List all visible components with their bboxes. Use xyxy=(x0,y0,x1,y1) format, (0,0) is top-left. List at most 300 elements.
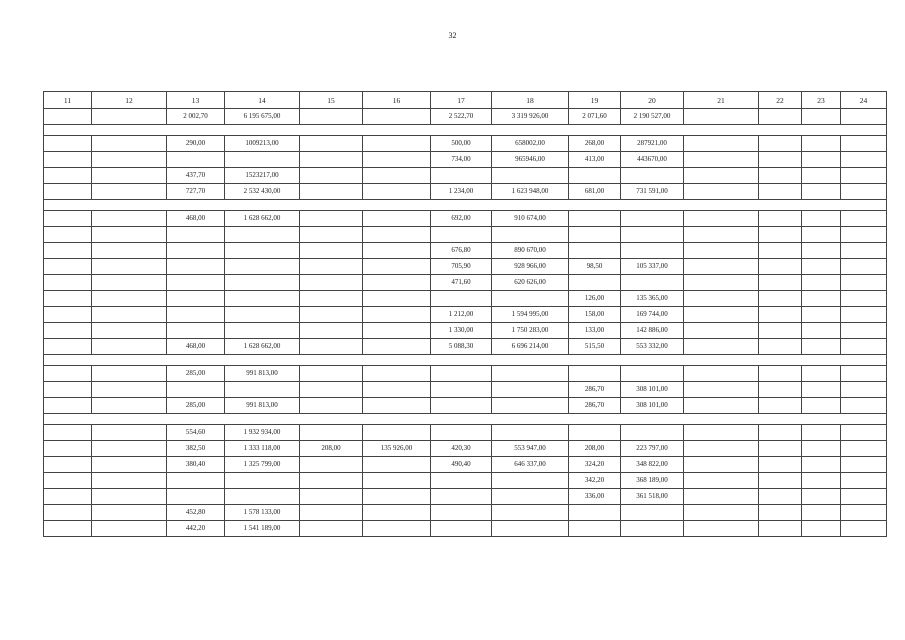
table-cell: 490,40 xyxy=(431,457,492,473)
table-cell xyxy=(802,521,841,537)
table-cell xyxy=(802,366,841,382)
table-cell xyxy=(759,382,802,398)
table-cell xyxy=(300,152,363,168)
column-header: 18 xyxy=(492,92,569,109)
table-cell xyxy=(300,291,363,307)
table-cell xyxy=(92,489,167,505)
table-cell xyxy=(684,184,759,200)
table-row xyxy=(44,457,887,473)
table-cell xyxy=(684,259,759,275)
table-cell xyxy=(802,457,841,473)
table-cell xyxy=(92,275,167,291)
table-row xyxy=(44,505,887,521)
table-cell xyxy=(802,382,841,398)
table-cell xyxy=(841,291,887,307)
table-cell: 420,30 xyxy=(431,441,492,457)
table-cell xyxy=(759,339,802,355)
table-cell xyxy=(802,291,841,307)
table-cell xyxy=(684,398,759,414)
table-cell: 135 365,00 xyxy=(621,291,684,307)
table-cell xyxy=(759,473,802,489)
table-cell xyxy=(363,382,431,398)
table-cell xyxy=(492,382,569,398)
table-cell xyxy=(44,227,92,243)
table-cell xyxy=(92,366,167,382)
table-cell xyxy=(300,275,363,291)
table-cell: 681,00 xyxy=(569,184,621,200)
table-cell xyxy=(802,168,841,184)
table-cell: 553 947,00 xyxy=(492,441,569,457)
table-cell xyxy=(841,366,887,382)
table-cell xyxy=(759,184,802,200)
table-cell xyxy=(225,243,300,259)
table-cell xyxy=(621,521,684,537)
table-cell xyxy=(167,382,225,398)
table-cell: 285,00 xyxy=(167,398,225,414)
table-cell xyxy=(225,227,300,243)
table-cell xyxy=(167,259,225,275)
table-cell xyxy=(684,136,759,152)
table-cell xyxy=(841,243,887,259)
column-header: 11 xyxy=(44,92,92,109)
table-cell xyxy=(225,307,300,323)
table-cell xyxy=(759,275,802,291)
table-cell: 3 319 926,00 xyxy=(492,109,569,125)
table-cell xyxy=(684,339,759,355)
table-cell xyxy=(363,473,431,489)
table-cell xyxy=(300,136,363,152)
table-cell xyxy=(167,227,225,243)
table-cell xyxy=(92,425,167,441)
table-cell xyxy=(802,152,841,168)
table-cell xyxy=(44,382,92,398)
table-cell xyxy=(841,168,887,184)
table-cell xyxy=(759,291,802,307)
table-cell xyxy=(759,168,802,184)
section-separator-row xyxy=(44,200,887,211)
table-cell xyxy=(684,489,759,505)
table-cell xyxy=(300,323,363,339)
column-header: 12 xyxy=(92,92,167,109)
table-cell: 705,90 xyxy=(431,259,492,275)
table-cell xyxy=(44,136,92,152)
table-cell: 890 670,00 xyxy=(492,243,569,259)
table-cell xyxy=(684,109,759,125)
table-cell xyxy=(44,521,92,537)
table-cell: 2 071,60 xyxy=(569,109,621,125)
table-cell: 646 337,00 xyxy=(492,457,569,473)
table-cell xyxy=(300,339,363,355)
table-cell xyxy=(759,489,802,505)
table-cell xyxy=(841,211,887,227)
column-header: 14 xyxy=(225,92,300,109)
table-cell xyxy=(684,291,759,307)
table-cell xyxy=(492,489,569,505)
table-cell xyxy=(300,243,363,259)
table-row xyxy=(44,425,887,441)
table-cell xyxy=(684,521,759,537)
table-cell xyxy=(759,398,802,414)
table-cell xyxy=(44,168,92,184)
table-cell xyxy=(92,323,167,339)
table-cell: 285,00 xyxy=(167,366,225,382)
table-cell xyxy=(300,307,363,323)
table-cell: 324,20 xyxy=(569,457,621,473)
table-cell: 1 750 283,00 xyxy=(492,323,569,339)
table-cell xyxy=(621,168,684,184)
table-cell xyxy=(363,136,431,152)
table-row xyxy=(44,398,887,414)
table-cell: 1 578 133,00 xyxy=(225,505,300,521)
table-cell xyxy=(802,425,841,441)
table-cell xyxy=(759,109,802,125)
table-cell xyxy=(44,457,92,473)
table-cell xyxy=(569,211,621,227)
table-cell xyxy=(431,168,492,184)
table-cell xyxy=(841,109,887,125)
table-cell: 308 101,00 xyxy=(621,382,684,398)
table-row xyxy=(44,227,887,243)
column-header: 22 xyxy=(759,92,802,109)
table-cell: 1 623 948,00 xyxy=(492,184,569,200)
section-separator-row xyxy=(44,125,887,136)
separator-cell xyxy=(44,414,887,425)
table-cell xyxy=(44,152,92,168)
table-cell xyxy=(802,227,841,243)
table-cell xyxy=(44,505,92,521)
table-cell xyxy=(492,366,569,382)
table-cell: 380,40 xyxy=(167,457,225,473)
table-cell xyxy=(44,211,92,227)
table-cell xyxy=(802,505,841,521)
separator-cell xyxy=(44,125,887,136)
table-cell: 468,00 xyxy=(167,339,225,355)
table-cell xyxy=(759,521,802,537)
table-cell xyxy=(300,489,363,505)
table-row xyxy=(44,521,887,537)
table-cell xyxy=(300,425,363,441)
section-separator-row xyxy=(44,355,887,366)
table-cell xyxy=(684,323,759,339)
table-cell xyxy=(44,425,92,441)
table-cell xyxy=(759,441,802,457)
table-row xyxy=(44,168,887,184)
table-cell xyxy=(569,521,621,537)
table-cell: 731 591,00 xyxy=(621,184,684,200)
table-cell xyxy=(492,521,569,537)
table-cell xyxy=(492,168,569,184)
column-header: 17 xyxy=(431,92,492,109)
table-cell xyxy=(802,243,841,259)
table-cell xyxy=(363,152,431,168)
table-cell: 158,00 xyxy=(569,307,621,323)
table-cell xyxy=(841,489,887,505)
table-cell xyxy=(759,259,802,275)
table-row xyxy=(44,339,887,355)
table-cell: 1 541 189,00 xyxy=(225,521,300,537)
table-cell xyxy=(92,521,167,537)
table-cell xyxy=(300,398,363,414)
table-cell: 413,00 xyxy=(569,152,621,168)
table-cell: 142 886,00 xyxy=(621,323,684,339)
table-cell xyxy=(363,366,431,382)
table-cell: 382,50 xyxy=(167,441,225,457)
table-cell: 991 813,00 xyxy=(225,366,300,382)
table-row xyxy=(44,275,887,291)
table-row xyxy=(44,259,887,275)
table-cell xyxy=(684,243,759,259)
table-cell: 928 966,00 xyxy=(492,259,569,275)
table-cell: 676,80 xyxy=(431,243,492,259)
table-cell: 1 628 662,00 xyxy=(225,211,300,227)
table-cell: 437,70 xyxy=(167,168,225,184)
table-cell xyxy=(431,505,492,521)
table-cell xyxy=(841,152,887,168)
table-cell xyxy=(802,211,841,227)
column-header: 21 xyxy=(684,92,759,109)
table-cell: 692,00 xyxy=(431,211,492,227)
table-cell xyxy=(92,339,167,355)
table-cell: 342,20 xyxy=(569,473,621,489)
table-cell xyxy=(167,275,225,291)
table-cell xyxy=(841,398,887,414)
table-cell xyxy=(44,259,92,275)
table-cell: 443670,00 xyxy=(621,152,684,168)
table-row xyxy=(44,291,887,307)
table-cell: 554,60 xyxy=(167,425,225,441)
table-cell: 135 926,00 xyxy=(363,441,431,457)
table-cell xyxy=(225,275,300,291)
column-header: 13 xyxy=(167,92,225,109)
table-cell: 442,20 xyxy=(167,521,225,537)
table-cell xyxy=(569,275,621,291)
table-cell xyxy=(300,473,363,489)
table-cell xyxy=(92,227,167,243)
table-cell xyxy=(92,243,167,259)
table-cell xyxy=(492,473,569,489)
table-cell xyxy=(841,227,887,243)
table-row xyxy=(44,211,887,227)
table-cell xyxy=(802,473,841,489)
table-cell xyxy=(802,184,841,200)
table-cell xyxy=(684,307,759,323)
table-cell xyxy=(300,366,363,382)
table-cell xyxy=(44,489,92,505)
table-cell: 361 518,00 xyxy=(621,489,684,505)
table-row xyxy=(44,382,887,398)
table-cell: 727,70 xyxy=(167,184,225,200)
table-cell xyxy=(300,211,363,227)
table-cell xyxy=(44,243,92,259)
table-cell xyxy=(841,323,887,339)
table-cell xyxy=(492,398,569,414)
table-cell xyxy=(92,259,167,275)
table-cell xyxy=(363,457,431,473)
table-cell xyxy=(363,291,431,307)
table-cell xyxy=(759,505,802,521)
table-cell: 1 932 934,00 xyxy=(225,425,300,441)
table-cell: 1 330,00 xyxy=(431,323,492,339)
table-cell: 468,00 xyxy=(167,211,225,227)
table-cell xyxy=(684,425,759,441)
table-row xyxy=(44,307,887,323)
table-cell xyxy=(841,275,887,291)
table-cell xyxy=(363,323,431,339)
table-cell: 1523217,00 xyxy=(225,168,300,184)
table-cell xyxy=(92,291,167,307)
column-header: 23 xyxy=(802,92,841,109)
table-cell xyxy=(431,227,492,243)
table-cell xyxy=(363,505,431,521)
table-cell: 1 594 995,00 xyxy=(492,307,569,323)
column-header: 15 xyxy=(300,92,363,109)
table-cell: 658002,00 xyxy=(492,136,569,152)
table-cell xyxy=(759,243,802,259)
table-cell xyxy=(759,307,802,323)
table-cell xyxy=(431,425,492,441)
table-cell: 308 101,00 xyxy=(621,398,684,414)
table-cell xyxy=(92,441,167,457)
table-cell xyxy=(300,109,363,125)
table-cell xyxy=(92,168,167,184)
table-cell xyxy=(759,457,802,473)
table-cell xyxy=(167,473,225,489)
separator-cell xyxy=(44,200,887,211)
table-cell xyxy=(684,457,759,473)
table-cell: 734,00 xyxy=(431,152,492,168)
table-cell xyxy=(621,243,684,259)
table-cell xyxy=(363,275,431,291)
table-cell xyxy=(759,366,802,382)
table-cell: 2 522,70 xyxy=(431,109,492,125)
table-cell xyxy=(431,366,492,382)
table-cell xyxy=(363,243,431,259)
table-cell xyxy=(841,473,887,489)
table-cell xyxy=(300,457,363,473)
table-cell xyxy=(492,505,569,521)
table-cell xyxy=(92,184,167,200)
table-cell xyxy=(92,398,167,414)
table-cell xyxy=(841,521,887,537)
table-cell xyxy=(569,425,621,441)
table-cell xyxy=(841,425,887,441)
table-cell xyxy=(225,323,300,339)
header-row xyxy=(44,92,887,109)
table-cell xyxy=(44,307,92,323)
table-cell xyxy=(431,521,492,537)
table-row xyxy=(44,184,887,200)
table-cell xyxy=(759,227,802,243)
table-cell: 910 674,00 xyxy=(492,211,569,227)
table-cell xyxy=(44,473,92,489)
table-cell xyxy=(167,152,225,168)
table-cell xyxy=(621,366,684,382)
table-cell xyxy=(841,457,887,473)
table-cell: 208,00 xyxy=(569,441,621,457)
table-cell: 620 626,00 xyxy=(492,275,569,291)
column-header: 20 xyxy=(621,92,684,109)
table-cell xyxy=(684,168,759,184)
table-cell: 1009213,00 xyxy=(225,136,300,152)
table-cell: 1 628 662,00 xyxy=(225,339,300,355)
table-cell xyxy=(300,184,363,200)
table-cell: 286,70 xyxy=(569,398,621,414)
table-cell xyxy=(841,339,887,355)
table-cell xyxy=(363,521,431,537)
table-cell xyxy=(802,489,841,505)
table-cell xyxy=(167,307,225,323)
table-row xyxy=(44,323,887,339)
table-cell xyxy=(569,366,621,382)
table-cell: 126,00 xyxy=(569,291,621,307)
table-row xyxy=(44,152,887,168)
table-row xyxy=(44,473,887,489)
table-cell: 287921,00 xyxy=(621,136,684,152)
table-cell xyxy=(225,382,300,398)
table-cell: 5 088,30 xyxy=(431,339,492,355)
column-header: 16 xyxy=(363,92,431,109)
table-cell: 1 234,00 xyxy=(431,184,492,200)
table-cell xyxy=(167,489,225,505)
page-number: 32 xyxy=(448,31,457,40)
table-cell xyxy=(684,152,759,168)
table-cell xyxy=(225,489,300,505)
table-cell xyxy=(431,398,492,414)
table-cell: 98,50 xyxy=(569,259,621,275)
column-header: 24 xyxy=(841,92,887,109)
table-cell: 991 813,00 xyxy=(225,398,300,414)
table-cell xyxy=(431,473,492,489)
table-cell xyxy=(492,425,569,441)
table-cell xyxy=(569,168,621,184)
table-cell xyxy=(759,425,802,441)
table-cell xyxy=(300,505,363,521)
table-cell xyxy=(44,184,92,200)
table-cell xyxy=(802,307,841,323)
table-cell xyxy=(569,227,621,243)
data-table xyxy=(43,91,887,537)
table-cell xyxy=(759,136,802,152)
table-cell xyxy=(841,382,887,398)
table-cell: 6 195 675,00 xyxy=(225,109,300,125)
table-cell xyxy=(621,505,684,521)
table-cell xyxy=(92,505,167,521)
table-cell xyxy=(225,291,300,307)
table-cell xyxy=(44,291,92,307)
table-row xyxy=(44,109,887,125)
table-cell xyxy=(44,441,92,457)
table-cell xyxy=(802,339,841,355)
table-cell xyxy=(44,109,92,125)
separator-cell xyxy=(44,355,887,366)
table-cell xyxy=(300,227,363,243)
table-cell xyxy=(300,259,363,275)
table-cell xyxy=(759,152,802,168)
table-cell xyxy=(684,505,759,521)
table-cell: 2 532 430,00 xyxy=(225,184,300,200)
table-cell xyxy=(431,489,492,505)
table-row xyxy=(44,136,887,152)
table-cell xyxy=(92,473,167,489)
table-cell xyxy=(363,425,431,441)
table-cell xyxy=(684,275,759,291)
table-cell xyxy=(759,323,802,339)
table-cell: 2 002,70 xyxy=(167,109,225,125)
table-row xyxy=(44,489,887,505)
table-cell: 2 190 527,00 xyxy=(621,109,684,125)
table-cell xyxy=(363,227,431,243)
table-cell: 348 822,00 xyxy=(621,457,684,473)
